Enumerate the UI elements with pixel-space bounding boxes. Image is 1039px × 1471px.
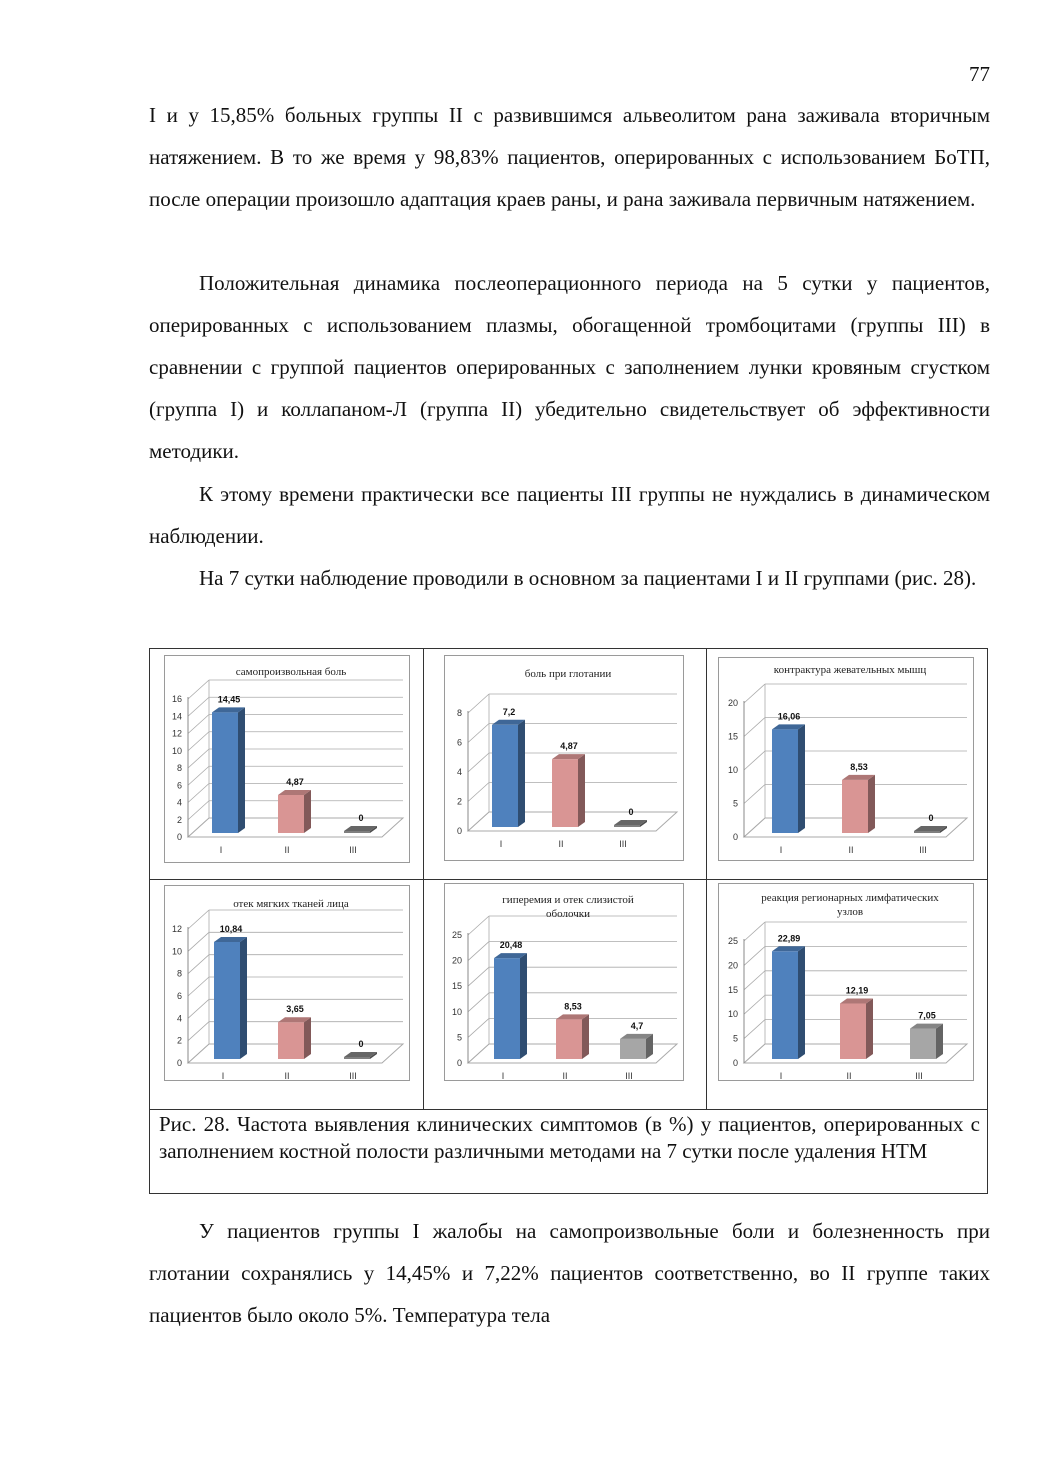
y-tick-label: 20 [727,698,738,708]
bar-side-I [518,720,525,827]
value-label: 20,48 [499,940,523,951]
value-label: 22,89 [777,933,801,944]
y-tick-label: 8 [176,763,182,773]
y-tick-label: 10 [171,946,182,957]
bar-II [552,759,578,827]
bar-I [492,725,518,827]
bar-I [772,729,798,833]
x-tick-label: III [919,845,927,855]
paragraph-1: I и у 15,85% больных группы II с развившимся альвеолитом рана заживала вторичным натяжением. В то же время у 98,83% пациентов, оперированных с использованием БоТП, после операции произошло адаптация краев раны, и рана заживала первичным натяжением. [149,103,990,211]
chart-title: узлов [836,906,864,918]
value-label: 12,19 [845,985,869,996]
figure-caption: Рис. 28. Частота выявления клинических симптомов (в %) у пациентов, оперированных с заполнением костной полости различными методами на 7 сутки после удаления НТМ [159,1112,980,1163]
value-label: 16,06 [777,711,801,722]
value-label: 8,53 [564,1001,582,1012]
value-label: 0 [928,813,934,823]
bar-II [842,780,868,833]
chart-pain-swallowing [444,655,684,861]
x-tick-label: I [501,1071,505,1081]
y-tick-label: 8 [176,968,182,979]
value-label: 14,45 [217,694,241,705]
bar-III [620,1039,646,1059]
table-divider [150,1109,987,1110]
bar-side-II [304,790,311,833]
y-tick-label: 25 [451,930,462,940]
y-tick-label: 5 [456,1032,462,1043]
chart-mucosal-hyperemia [444,883,684,1081]
x-tick-label: I [779,1071,783,1081]
bar-side-I [520,953,527,1059]
y-tick-label: 12 [171,924,182,934]
y-tick-label: 4 [456,767,462,777]
chart-title: самопроизвольная боль [235,666,347,678]
x-tick-label: I [779,845,783,855]
value-label: 4,7 [630,1020,644,1031]
y-tick-label: 4 [176,797,182,808]
y-tick-label: 0 [176,1058,182,1068]
chart-title: отек мягких тканей лица [233,898,349,910]
figure-28-table [149,648,988,1194]
y-tick-label: 15 [451,981,462,992]
y-tick-label: 2 [176,814,182,825]
bar-side-III [936,1024,943,1059]
value-label: 0 [628,807,634,817]
bar-III [344,831,370,833]
chart-title: реакция регионарных лимфатических [761,892,939,904]
y-tick-label: 0 [456,826,462,836]
x-tick-label: II [284,1071,290,1081]
value-label: 7,05 [918,1010,936,1021]
y-tick-label: 6 [456,737,462,748]
y-tick-label: 15 [727,984,738,995]
y-tick-label: 5 [732,1033,738,1044]
y-tick-label: 8 [456,708,462,718]
bar-I [494,958,520,1059]
bar-II [278,1022,304,1059]
bar-III [910,1029,936,1059]
y-tick-label: 0 [176,832,182,842]
bar-I [212,712,238,833]
y-tick-label: 25 [727,936,738,946]
y-tick-label: 20 [727,960,738,971]
paragraph-5: У пациентов группы I жалобы на самопроизвольные боли и болезненность при глотании сохранялись у 14,45% и 7,22% пациентов соответственно, во II группе таких пациентов было около 5%. Температура тела [149,1219,990,1327]
x-tick-label: III [625,1071,633,1081]
y-tick-label: 12 [171,728,182,739]
value-label: 0 [358,813,364,823]
y-tick-label: 0 [456,1058,462,1068]
y-tick-label: 10 [171,745,182,756]
value-label: 4,87 [560,741,578,752]
bar-side-II [582,1014,589,1059]
bar-side-I [798,946,805,1059]
chart-lymph-node-reaction [718,883,974,1081]
y-tick-label: 16 [171,694,182,704]
bar-II [840,1004,866,1059]
value-label: 0 [358,1039,364,1049]
y-tick-label: 6 [176,780,182,791]
y-tick-label: 15 [727,731,738,742]
y-tick-label: 0 [732,832,738,842]
value-label: 4,87 [286,776,304,787]
bar-side-II [578,754,585,827]
y-tick-label: 5 [732,798,738,809]
y-tick-label: 0 [732,1058,738,1068]
y-tick-label: 10 [727,1009,738,1020]
chart-masticatory-contracture [718,657,974,861]
y-tick-label: 2 [456,796,462,807]
x-tick-label: III [349,845,357,855]
y-tick-label: 2 [176,1035,182,1046]
bar-III [914,831,940,833]
bar-III [344,1057,370,1059]
bar-side-II [868,775,875,833]
x-tick-label: I [499,839,503,849]
y-tick-label: 4 [176,1013,182,1024]
x-tick-label: I [221,1071,225,1081]
bar-side-I [798,724,805,833]
bar-I [772,951,798,1059]
paragraph-3: К этому времени практически все пациенты III группы не нуждались в динамическом наблюдении. [149,482,990,548]
x-tick-label: II [558,839,564,849]
chart-spontaneous-pain [164,655,410,863]
x-tick-label: II [848,845,854,855]
y-tick-label: 10 [451,1006,462,1017]
bar-side-I [238,707,245,833]
bar-II [556,1019,582,1059]
bar-I [214,942,240,1059]
y-tick-label: 20 [451,955,462,966]
value-label: 10,84 [219,923,243,934]
table-divider [150,879,987,880]
value-label: 7,2 [502,706,516,717]
y-tick-label: 6 [176,991,182,1001]
value-label: 8,53 [850,761,868,772]
chart-title: оболочки [546,908,590,920]
x-tick-label: III [915,1071,923,1081]
bar-side-I [240,937,247,1059]
chart-title: контрактура жевательных мышц [773,664,927,676]
bar-II [278,795,304,833]
x-tick-label: III [619,839,627,849]
page-number: 77 [969,62,990,86]
bar-side-II [304,1017,311,1059]
x-tick-label: II [562,1071,568,1081]
x-tick-label: II [846,1071,852,1081]
x-tick-label: III [349,1071,357,1081]
y-tick-label: 10 [727,765,738,775]
value-label: 3,65 [286,1004,304,1015]
paragraph-2: Положительная динамика послеоперационного периода на 5 сутки у пациентов, оперированных с использованием плазмы, обогащенной тромбоцитами (группы III) в сравнении с группой пациентов оперированных с заполнением лунки кровяным сгустком (группа I) и коллапаном-Л (группа II) убедительно свидетельствует об эффективности методики. [149,271,990,463]
x-tick-label: I [219,845,223,855]
chart-title: боль при глотании [524,668,612,680]
bar-side-II [866,999,873,1059]
chart-facial-edema [164,885,410,1081]
x-tick-label: II [284,845,290,855]
paragraph-4: На 7 сутки наблюдение проводили в основном за пациентами I и II группами (рис. 28). [199,566,977,590]
y-tick-label: 14 [171,711,182,722]
chart-title: гиперемия и отек слизистой [502,894,634,906]
bar-III [614,825,640,827]
